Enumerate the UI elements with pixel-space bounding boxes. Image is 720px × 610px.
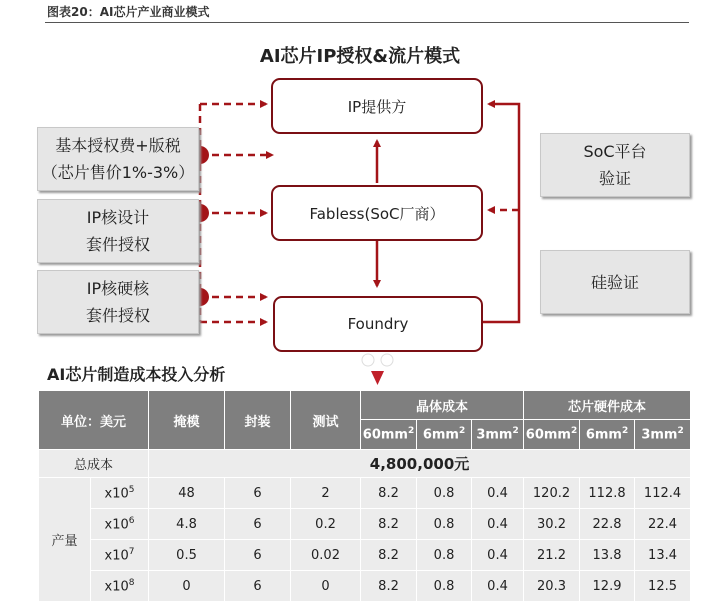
design-kit-line1: IP核设计 xyxy=(86,208,150,227)
silicon-verification-box: 硅验证 xyxy=(540,250,690,314)
total-cost-label: 总成本 xyxy=(39,450,149,478)
table-row xyxy=(39,478,691,509)
size-header: $3mm^2$ xyxy=(635,420,691,450)
yield-volume: $x10^5$ xyxy=(91,478,149,509)
royalty-line2: （芯片售价1%-3%） xyxy=(41,163,195,182)
yield-volume: $x10^8$ xyxy=(91,571,149,602)
hw-cost-header: 芯片硬件成本 xyxy=(524,391,691,420)
table-cell: 13.4 xyxy=(635,540,691,571)
size-header: $60mm^2$ xyxy=(361,420,417,450)
table-cell: 8.2 xyxy=(361,478,417,509)
table-cell: 120.2 xyxy=(524,478,580,509)
table-cell: 0.4 xyxy=(472,540,524,571)
table-cell: 4.8 xyxy=(149,509,225,540)
table-row xyxy=(39,509,691,540)
table-cell: 30.2 xyxy=(524,509,580,540)
table-cell: 12.5 xyxy=(635,571,691,602)
size-header: $3mm^2$ xyxy=(472,420,524,450)
bubble-right xyxy=(381,354,393,366)
table-cell: 0.8 xyxy=(417,540,472,571)
yield-volume: $x10^6$ xyxy=(91,509,149,540)
soc-line1: SoC平台 xyxy=(583,142,647,161)
table-cell: 6 xyxy=(225,571,291,602)
down-arrow-marker xyxy=(371,371,384,385)
table-cell: 0.4 xyxy=(472,571,524,602)
table-cell: 0 xyxy=(291,571,361,602)
table-cell: 8.2 xyxy=(361,571,417,602)
wafer-cost-header: 晶体成本 xyxy=(361,391,524,420)
table-cell: 6 xyxy=(225,540,291,571)
ip-provider-node: IP提供方 xyxy=(271,78,483,134)
foundry-node: Foundry xyxy=(273,296,483,352)
table-cell: 8.2 xyxy=(361,540,417,571)
design-kit-line2: 套件授权 xyxy=(85,235,150,254)
header-row-1 xyxy=(39,391,691,420)
total-cost-value: 4,800,000元 xyxy=(149,450,691,478)
table-cell: 112.4 xyxy=(635,478,691,509)
table-title: AI芯片制造成本投入分析 xyxy=(47,365,226,384)
arrow-foundry-to-ip xyxy=(483,104,519,322)
diagram-title: AI芯片IP授权&流片模式 xyxy=(259,46,461,67)
size-header: $6mm^2$ xyxy=(417,420,472,450)
package-header: 封装 xyxy=(225,391,291,450)
figure-caption: 图表20：AI芯片产业商业模式 xyxy=(47,5,210,19)
table-cell: 22.4 xyxy=(635,509,691,540)
hard-core-line1: IP核硬核 xyxy=(86,279,150,298)
unit-header: 单位：美元 xyxy=(39,391,149,450)
table-cell: 0.4 xyxy=(472,509,524,540)
cost-table xyxy=(38,390,691,602)
royalty-box xyxy=(37,127,199,191)
design-kit-box xyxy=(37,199,199,263)
size-header: $60mm^2$ xyxy=(524,420,580,450)
yield-volume: $x10^7$ xyxy=(91,540,149,571)
royalty-line1: 基本授权费+版税 xyxy=(55,136,181,155)
hard-core-box xyxy=(37,270,199,334)
table-row xyxy=(39,571,691,602)
table-cell: 8.2 xyxy=(361,509,417,540)
table-cell: 21.2 xyxy=(524,540,580,571)
test-header: 测试 xyxy=(291,391,361,450)
table-cell: 6 xyxy=(225,478,291,509)
mask-header: 掩模 xyxy=(149,391,225,450)
table-cell: 112.8 xyxy=(580,478,635,509)
total-cost-row xyxy=(39,450,691,478)
table-cell: 6 xyxy=(225,509,291,540)
table-cell: 22.8 xyxy=(580,509,635,540)
table-row xyxy=(39,540,691,571)
soc-line2: 验证 xyxy=(598,169,631,188)
bubble-left xyxy=(362,354,374,366)
table-cell: 0.02 xyxy=(291,540,361,571)
yield-label: 产量 xyxy=(39,478,91,602)
table-cell: 13.8 xyxy=(580,540,635,571)
table-cell: 0.5 xyxy=(149,540,225,571)
size-header: $6mm^2$ xyxy=(580,420,635,450)
hard-core-line2: 套件授权 xyxy=(85,306,150,325)
table-cell: 48 xyxy=(149,478,225,509)
fabless-node: Fabless(SoC厂商） xyxy=(271,185,483,241)
soc-verification-box xyxy=(540,133,690,197)
table-cell: 12.9 xyxy=(580,571,635,602)
table-cell: 0 xyxy=(149,571,225,602)
table-cell: 20.3 xyxy=(524,571,580,602)
table-cell: 0.8 xyxy=(417,571,472,602)
table-cell: 0.2 xyxy=(291,509,361,540)
table-cell: 0.8 xyxy=(417,509,472,540)
table-cell: 2 xyxy=(291,478,361,509)
table-cell: 0.4 xyxy=(472,478,524,509)
table-cell: 0.8 xyxy=(417,478,472,509)
